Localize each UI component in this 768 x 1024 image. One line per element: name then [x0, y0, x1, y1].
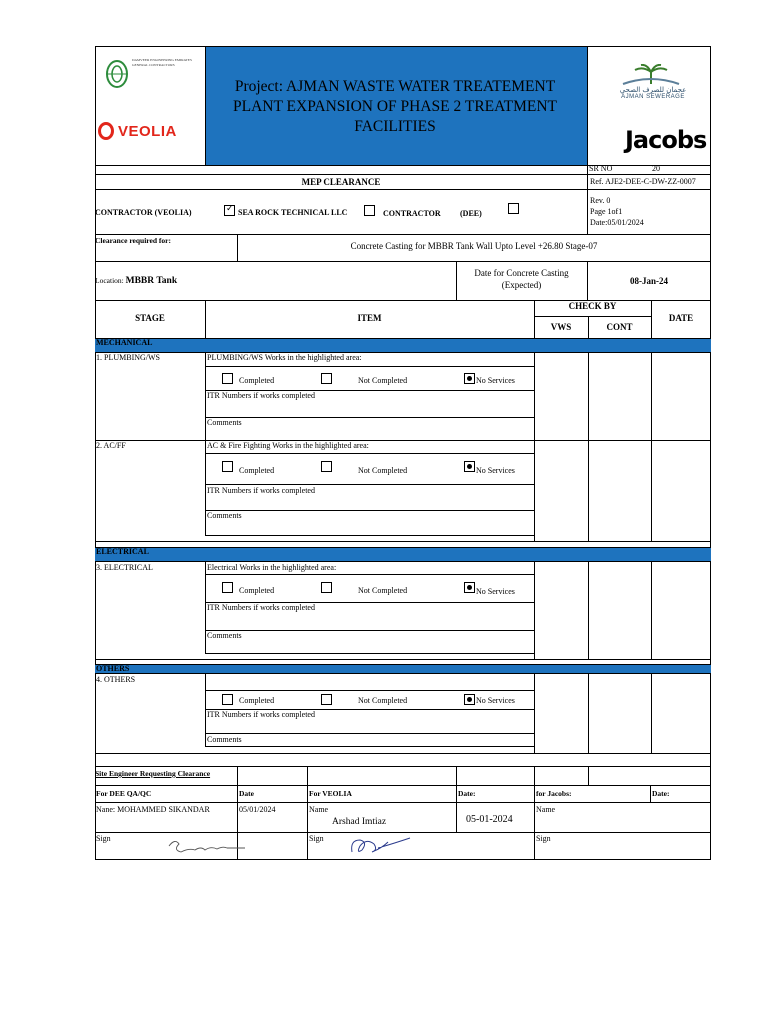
form-title: MEP CLEARANCE [301, 177, 381, 187]
acff-completed-checkbox[interactable] [222, 461, 233, 472]
ajman-palm-icon [621, 64, 681, 86]
for-dee-label: For DEE QA/QC [96, 789, 152, 798]
location: Location: MBBR Tank [95, 276, 178, 286]
contractor-option-label: CONTRACTOR [383, 209, 441, 218]
electrical-not-completed-checkbox[interactable] [321, 582, 332, 593]
contractor-checkbox[interactable] [364, 205, 375, 216]
dee-checkbox[interactable] [508, 203, 519, 214]
plumbing-item: PLUMBING/WS Works in the highlighted area: [207, 353, 362, 362]
veolia-sign-label: Sign [309, 834, 324, 843]
dee-date-label: Date [239, 789, 254, 798]
plumbing-no-services-checkbox[interactable] [464, 373, 475, 384]
check-by-header: CHECK BY [568, 301, 617, 311]
plumbing-not-completed-checkbox[interactable] [321, 373, 332, 384]
project-title-block [206, 47, 587, 165]
cont-header: CONT [606, 322, 633, 332]
jacobs-sign-label: Sign [536, 834, 551, 843]
sea-rock-label: SEA ROCK TECHNICAL LLC [238, 208, 348, 217]
dee-name: Nane: MOHAMMED SIKANDAR [96, 805, 210, 814]
sea-rock-checkbox[interactable]: ✓ [226, 204, 234, 214]
jacobs-date-label: Date: [652, 789, 670, 798]
dee-emblem-icon [106, 59, 128, 89]
electrical-item: Electrical Works in the highlighted area: [207, 563, 337, 572]
acff-not-completed-checkbox[interactable] [321, 461, 332, 472]
jacobs-name-label: Name [536, 805, 556, 814]
acff-item: AC & Fire Fighting Works in the highlighted area: [207, 441, 369, 450]
veolia-name-label: Name [309, 805, 329, 814]
form-date: Date:05/01/2024 [590, 218, 644, 227]
clearance-value: Concrete Casting for MBBR Tank Wall Upto Level +26.80 Stage-07 [350, 241, 598, 251]
for-jacobs-label: for Jacobs: [536, 789, 572, 798]
sr-no-value: 20 [652, 164, 660, 173]
page-number: Page 1of1 [590, 207, 623, 216]
others-no-services-checkbox[interactable] [464, 694, 475, 705]
mechanical-band: MECHANICAL [95, 338, 711, 353]
location-value: MBBR Tank [125, 276, 178, 286]
jacobs-logo: Jacobs [625, 126, 707, 154]
dee-signature [165, 836, 255, 858]
veolia-signature [348, 834, 418, 858]
site-engineer-label: Site Engineer Requesting Clearance [95, 769, 211, 778]
dee-sign-label: Sign [96, 834, 111, 843]
item-header: ITEM [357, 313, 382, 323]
electrical-completed-checkbox[interactable] [222, 582, 233, 593]
dee-logo-text: DAMVEER ENGINEERING EMIRATES GENERAL CONTRACTORS [132, 58, 192, 67]
casting-date-value: 08-Jan-24 [630, 276, 668, 286]
others-band: OTHERS [95, 664, 711, 674]
ajman-sewerage-logo: عجمان للصرف الصحي AJMAN SEWERAGE [613, 64, 693, 104]
plumbing-completed-checkbox[interactable] [222, 373, 233, 384]
sr-no-label: SR NO [589, 164, 613, 173]
electrical-stage: 3. ELECTRICAL [96, 563, 153, 572]
veolia-date-label: Date: [458, 789, 476, 798]
others-completed-checkbox[interactable] [222, 694, 233, 705]
veolia-name: Arshad Imtiaz [332, 817, 387, 827]
electrical-band: ELECTRICAL [95, 547, 711, 562]
veolia-date-value: 05-01-2024 [466, 814, 513, 825]
vws-header: VWS [550, 322, 572, 332]
date-header: DATE [668, 313, 694, 323]
dee-logo [100, 55, 200, 95]
rev: Rev. 0 [590, 196, 611, 205]
veolia-swirl-icon [98, 122, 114, 140]
clearance-label: Clearance required for: [95, 236, 171, 245]
project-title: Project: AJMAN WASTE WATER TREATEMENT PLANT EXPANSION OF PHASE 2 TREATMENT FACILITIES [233, 78, 557, 135]
contractor-label: CONTRACTOR (VEOLIA) [95, 208, 192, 217]
ref-number: Ref. AJE2-DEE-C-DW-ZZ-0007 [590, 177, 696, 186]
stage-header: STAGE [135, 313, 165, 323]
casting-date-label: Date for Concrete Casting (Expected) [474, 268, 569, 290]
electrical-no-services-checkbox[interactable] [464, 582, 475, 593]
dee-date-value: 05/01/2024 [239, 805, 276, 814]
acff-stage: 2. AC/FF [96, 441, 126, 450]
acff-no-services-checkbox[interactable] [464, 461, 475, 472]
others-not-completed-checkbox[interactable] [321, 694, 332, 705]
dee-label: (DEE) [460, 209, 482, 218]
plumbing-stage: 1. PLUMBING/WS [96, 353, 161, 362]
for-veolia-label: For VEOLIA [309, 789, 352, 798]
others-stage: 4. OTHERS [96, 675, 136, 684]
